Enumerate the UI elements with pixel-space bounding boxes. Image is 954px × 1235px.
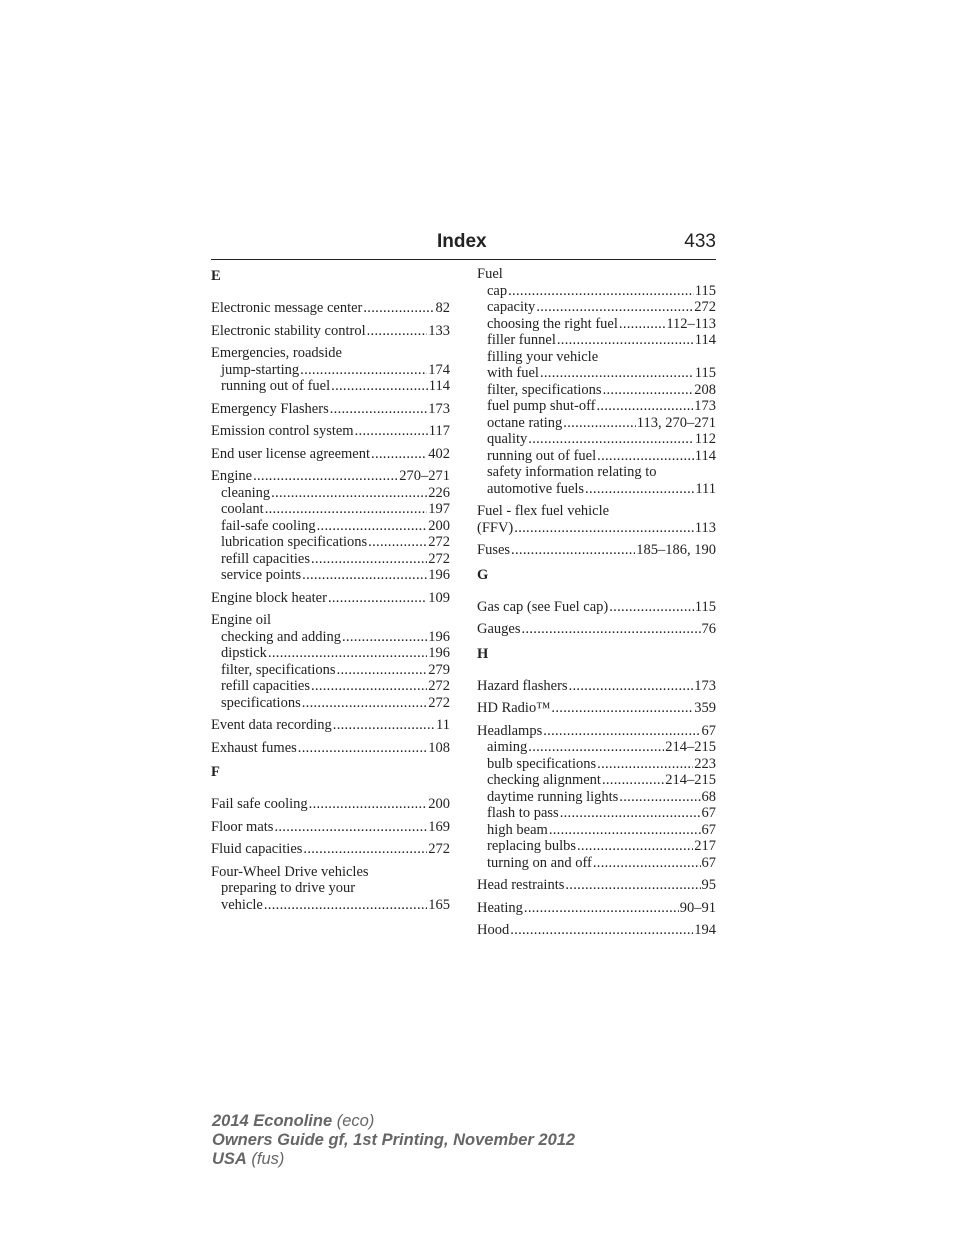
index-entry <box>211 740 450 757</box>
entry-text: Hazard flashers <box>477 677 568 694</box>
entry-text: Fail safe cooling <box>211 796 308 812</box>
dot-leader <box>557 332 694 349</box>
entry-page-ref: 173 <box>694 677 716 694</box>
entry-text: dipstick <box>221 645 267 661</box>
index-entry-line <box>211 864 450 881</box>
entry-text: Engine oil <box>211 612 272 628</box>
index-column-right <box>477 266 716 945</box>
entry-text: lubrication specifications <box>221 534 368 550</box>
dot-leader <box>303 841 427 858</box>
dot-leader <box>264 897 427 914</box>
entry-text: End user license agreement <box>211 445 371 462</box>
entry-text: Fuses <box>477 542 511 558</box>
index-subentry-line <box>477 756 716 773</box>
entry-text: high beam <box>487 821 548 838</box>
entry-page-ref: 196 <box>428 567 450 583</box>
dot-leader <box>585 481 694 498</box>
index-entry <box>211 468 450 584</box>
entry-text: checking alignment <box>487 772 601 788</box>
dot-leader <box>342 629 427 646</box>
entry-page-ref: 108 <box>428 739 450 756</box>
entry-page-ref: 82 <box>435 300 450 316</box>
dot-leader <box>271 485 427 502</box>
dot-leader <box>536 299 693 316</box>
index-subentry-line <box>211 378 450 395</box>
index-subentry-line <box>477 415 716 432</box>
entry-page-ref: 114 <box>694 447 716 464</box>
entry-page-ref: 95 <box>701 877 716 893</box>
index-subentry-line <box>477 789 716 806</box>
entry-text: automotive fuels <box>487 480 585 497</box>
index-entry <box>211 323 450 340</box>
entry-text: Emission control system <box>211 423 354 439</box>
dot-leader <box>528 739 664 756</box>
index-entry-line <box>211 841 450 858</box>
footer <box>212 1112 575 1169</box>
entry-text: Four-Wheel Drive vehicles <box>211 863 369 880</box>
entry-text: octane rating <box>487 414 563 431</box>
index-section-letter: G <box>477 566 489 583</box>
entry-page-ref: 113, 270–271 <box>636 414 716 431</box>
entry-text: Engine <box>211 468 253 484</box>
dot-leader <box>577 838 693 855</box>
dot-leader <box>355 423 428 440</box>
entry-text: Heating <box>477 899 523 916</box>
entry-text: fail-safe cooling <box>221 517 316 534</box>
index-subentry-line <box>211 897 450 914</box>
entry-text: Electronic message center <box>211 300 363 316</box>
index-entry-line <box>211 819 450 836</box>
index-entry-line <box>477 877 716 894</box>
entry-text: Emergencies, roadside <box>211 345 342 361</box>
index-subentry-line <box>211 645 450 662</box>
dot-leader <box>253 468 398 485</box>
entry-text: preparing to drive your <box>221 880 356 896</box>
entry-text: Engine block heater <box>211 589 327 606</box>
entry-text: filter, specifications <box>221 661 336 678</box>
index-entry <box>211 300 450 317</box>
index-entry <box>211 819 450 836</box>
entry-page-ref: 279 <box>428 661 450 678</box>
index-entry <box>477 266 716 497</box>
dot-leader <box>540 365 694 382</box>
index-entry <box>477 542 716 559</box>
index-entry <box>477 723 716 872</box>
dot-leader <box>511 542 635 559</box>
dot-leader <box>265 501 428 518</box>
entry-text: fuel pump shut-off <box>487 398 596 414</box>
entry-page-ref: 174 <box>428 361 450 378</box>
entry-page-ref: 133 <box>428 322 450 339</box>
dot-leader <box>524 900 679 917</box>
index-entry <box>477 700 716 717</box>
dot-leader <box>528 431 694 448</box>
index-subentry-line <box>477 382 716 399</box>
index-entry <box>211 345 450 395</box>
index-entry <box>211 446 450 463</box>
entry-page-ref: 270–271 <box>399 468 450 484</box>
entry-page-ref: 272 <box>428 841 450 857</box>
entry-page-ref: 272 <box>428 678 450 694</box>
entry-page-ref: 194 <box>694 922 716 938</box>
entry-page-ref: 165 <box>428 896 450 913</box>
entry-text: capacity <box>487 299 536 315</box>
index-subentry-line <box>477 299 716 316</box>
entry-text: Exhaust fumes <box>211 739 297 756</box>
dot-leader <box>549 822 701 839</box>
index-entry <box>477 922 716 939</box>
dot-leader <box>330 401 428 418</box>
entry-page-ref: 196 <box>428 628 450 645</box>
dot-leader <box>302 567 427 584</box>
index-entry <box>211 612 450 711</box>
entry-page-ref: 173 <box>694 398 716 414</box>
index-entry <box>211 864 450 914</box>
index-subentry-line <box>477 822 716 839</box>
entry-page-ref: 114 <box>694 332 716 348</box>
index-subentry-line <box>211 662 450 679</box>
index-entry-line <box>477 900 716 917</box>
entry-page-ref: 67 <box>701 722 716 739</box>
entry-text: cap <box>487 282 508 299</box>
entry-text: refill capacities <box>221 678 310 694</box>
entry-text: Event data recording <box>211 717 332 733</box>
index-subentry-line <box>477 316 716 333</box>
index-entry-line <box>211 345 450 362</box>
dot-leader <box>619 316 665 333</box>
index-section-letter: H <box>477 645 489 662</box>
dot-leader <box>371 446 427 463</box>
index-entry-line <box>211 590 450 607</box>
dot-leader <box>302 695 428 712</box>
dot-leader <box>563 415 635 432</box>
entry-text: Fuel <box>477 266 503 282</box>
index-entry-line <box>211 300 450 317</box>
entry-text: quality <box>487 431 528 447</box>
entry-text: daytime running lights <box>487 788 619 805</box>
dot-leader <box>268 645 427 662</box>
index-entry-line <box>211 468 450 485</box>
index-subentry-line <box>477 805 716 822</box>
index-entry-line <box>477 520 716 537</box>
entry-page-ref: 115 <box>694 365 716 381</box>
entry-page-ref: 214–215 <box>665 772 716 788</box>
entry-page-ref: 112–113 <box>666 315 716 332</box>
entry-text: (FFV) <box>477 519 514 536</box>
dot-leader <box>311 678 427 695</box>
index-section-letter: F <box>211 764 220 780</box>
entry-page-ref: 214–215 <box>665 739 716 755</box>
page-header <box>211 231 716 260</box>
entry-page-ref: 272 <box>694 299 716 315</box>
index-entry <box>211 423 450 440</box>
entry-page-ref: 11 <box>436 717 450 733</box>
index-entry <box>211 401 450 418</box>
index-entry <box>211 590 450 607</box>
entry-page-ref: 402 <box>428 445 450 462</box>
index-entry-line <box>211 423 450 440</box>
entry-page-ref: 223 <box>694 755 716 772</box>
index-subentry-line <box>211 880 450 897</box>
entry-page-ref: 196 <box>428 645 450 661</box>
index-subentry-line <box>211 695 450 712</box>
entry-page-ref: 109 <box>428 589 450 606</box>
index-entry-line <box>477 503 716 520</box>
entry-text: Hood <box>477 922 510 938</box>
entry-page-ref: 67 <box>701 821 716 838</box>
entry-page-ref: 68 <box>701 788 716 805</box>
entry-text: filling your vehicle <box>487 348 599 365</box>
entry-text: refill capacities <box>221 550 310 567</box>
dot-leader <box>363 300 434 317</box>
entry-text: Gauges <box>477 621 521 637</box>
index-subentry-line <box>211 534 450 551</box>
index-entry <box>477 599 716 616</box>
dot-leader <box>602 772 664 789</box>
footer-line-1: 2014 Econoline (eco) <box>212 1112 375 1130</box>
index-entry <box>211 841 450 858</box>
entry-text: checking and adding <box>221 628 341 645</box>
index-entry-line <box>211 401 450 418</box>
entry-text: vehicle <box>221 896 263 913</box>
entry-page-ref: 226 <box>428 484 450 501</box>
index-column-left <box>211 266 450 919</box>
dot-leader <box>597 448 694 465</box>
entry-text: aiming <box>487 739 528 755</box>
dot-leader <box>508 283 694 300</box>
index-entry-line <box>211 446 450 463</box>
index-subentry-line <box>477 283 716 300</box>
index-subentry-line <box>211 567 450 584</box>
entry-page-ref: 67 <box>701 854 716 871</box>
index-entry-line <box>211 796 450 813</box>
dot-leader <box>543 723 700 740</box>
dot-leader <box>300 362 427 379</box>
entry-page-ref: 112 <box>694 431 716 447</box>
index-entry <box>477 877 716 894</box>
entry-page-ref: 200 <box>428 517 450 534</box>
index-subentry-line <box>211 518 450 535</box>
index-entry <box>211 796 450 813</box>
index-entry <box>477 678 716 695</box>
entry-page-ref: 217 <box>694 838 716 854</box>
dot-leader <box>337 662 428 679</box>
dot-leader <box>331 378 428 395</box>
entry-text: flash to pass <box>487 805 559 821</box>
entry-text: running out of fuel <box>487 447 597 464</box>
index-subentry-line <box>477 349 716 366</box>
entry-page-ref: 208 <box>694 381 716 398</box>
dot-leader <box>514 520 694 537</box>
dot-leader <box>298 740 427 757</box>
dot-leader <box>565 877 700 894</box>
index-subentry-line <box>477 365 716 382</box>
entry-text: cleaning <box>221 484 271 501</box>
entry-text: Head restraints <box>477 877 565 893</box>
index-entry-line <box>477 621 716 638</box>
entry-page-ref: 113 <box>694 519 716 536</box>
footer-line-2: Owners Guide gf, 1st Printing, November 2012 <box>212 1131 576 1149</box>
entry-page-ref: 169 <box>428 818 450 835</box>
dot-leader <box>551 700 693 717</box>
entry-page-ref: 114 <box>428 378 450 394</box>
entry-text: Emergency Flashers <box>211 400 329 417</box>
entry-page-ref: 185–186, 190 <box>636 542 716 558</box>
dot-leader <box>328 590 427 607</box>
index-subentry-line <box>477 855 716 872</box>
dot-leader <box>368 534 427 551</box>
dot-leader <box>367 323 428 340</box>
index-subentry-line <box>477 332 716 349</box>
index-subentry-line <box>211 551 450 568</box>
entry-page-ref: 272 <box>428 694 450 711</box>
index-entry-line <box>211 323 450 340</box>
entry-text: turning on and off <box>487 854 592 871</box>
entry-text: coolant <box>221 501 264 517</box>
index-subentry-line <box>477 398 716 415</box>
index-subentry-line <box>211 678 450 695</box>
dot-leader <box>597 756 693 773</box>
index-entry <box>211 717 450 734</box>
entry-text: replacing bulbs <box>487 838 576 854</box>
entry-text: with fuel <box>487 365 539 381</box>
entry-text: Gas cap (see Fuel cap) <box>477 598 609 615</box>
entry-page-ref: 272 <box>428 534 450 550</box>
entry-page-ref: 115 <box>694 598 716 615</box>
entry-page-ref: 115 <box>694 282 716 299</box>
index-subentry-line <box>477 464 716 481</box>
index-entry-line <box>477 922 716 939</box>
dot-leader <box>311 551 427 568</box>
index-entry-line <box>477 599 716 616</box>
entry-page-ref: 111 <box>695 480 716 497</box>
entry-text: safety information relating to <box>487 464 657 480</box>
footer-line-3: USA (fus) <box>212 1150 285 1168</box>
entry-page-ref: 197 <box>428 501 450 517</box>
entry-text: choosing the right fuel <box>487 315 618 332</box>
entry-text: HD Radio™ <box>477 700 551 716</box>
dot-leader <box>569 678 694 695</box>
entry-text: Electronic stability control <box>211 322 366 339</box>
dot-leader <box>309 796 428 813</box>
index-subentry-line <box>477 772 716 789</box>
index-entry-line <box>477 266 716 283</box>
index-entry-line <box>477 700 716 717</box>
index-subentry-line <box>477 448 716 465</box>
dot-leader <box>274 819 427 836</box>
index-entry <box>477 503 716 536</box>
dot-leader <box>522 621 701 638</box>
entry-text: Headlamps <box>477 722 543 739</box>
index-subentry-line <box>477 838 716 855</box>
index-subentry-line <box>211 362 450 379</box>
entry-text: jump-starting <box>221 361 300 378</box>
entry-text: Fuel - flex fuel vehicle <box>477 503 610 519</box>
dot-leader <box>609 599 694 616</box>
entry-page-ref: 272 <box>428 550 450 567</box>
dot-leader <box>317 518 428 535</box>
entry-page-ref: 359 <box>694 700 716 716</box>
dot-leader <box>596 398 693 415</box>
index-subentry-line <box>477 739 716 756</box>
dot-leader <box>333 717 435 734</box>
index-subentry-line <box>211 629 450 646</box>
entry-text: filler funnel <box>487 332 556 348</box>
dot-leader <box>510 922 693 939</box>
index-subentry-line <box>477 481 716 498</box>
entry-page-ref: 67 <box>701 805 716 821</box>
entry-text: Fluid capacities <box>211 841 303 857</box>
entry-text: service points <box>221 567 302 583</box>
entry-page-ref: 173 <box>428 400 450 417</box>
entry-text: running out of fuel <box>221 378 331 394</box>
entry-page-ref: 200 <box>428 796 450 812</box>
index-section-letter: E <box>211 268 221 284</box>
entry-page-ref: 76 <box>701 621 716 637</box>
page-number: 433 <box>684 231 716 252</box>
index-subentry-line <box>477 431 716 448</box>
index-entry <box>477 900 716 917</box>
index-entry-line <box>211 717 450 734</box>
entry-text: Floor mats <box>211 818 274 835</box>
entry-text: filter, specifications <box>487 381 602 398</box>
index-entry <box>477 621 716 638</box>
entry-text: bulb specifications <box>487 755 597 772</box>
index-entry-line <box>477 542 716 559</box>
entry-text: specifications <box>221 694 301 711</box>
entry-page-ref: 117 <box>428 423 450 439</box>
dot-leader <box>560 805 701 822</box>
dot-leader <box>593 855 701 872</box>
page-title: Index <box>437 231 487 252</box>
index-subentry-line <box>211 485 450 502</box>
index-entry-line <box>477 678 716 695</box>
dot-leader <box>603 382 694 399</box>
index-entry-line <box>211 740 450 757</box>
dot-leader <box>619 789 700 806</box>
entry-page-ref: 90–91 <box>679 899 716 916</box>
index-entry-line <box>211 612 450 629</box>
index-subentry-line <box>211 501 450 518</box>
index-entry-line <box>477 723 716 740</box>
